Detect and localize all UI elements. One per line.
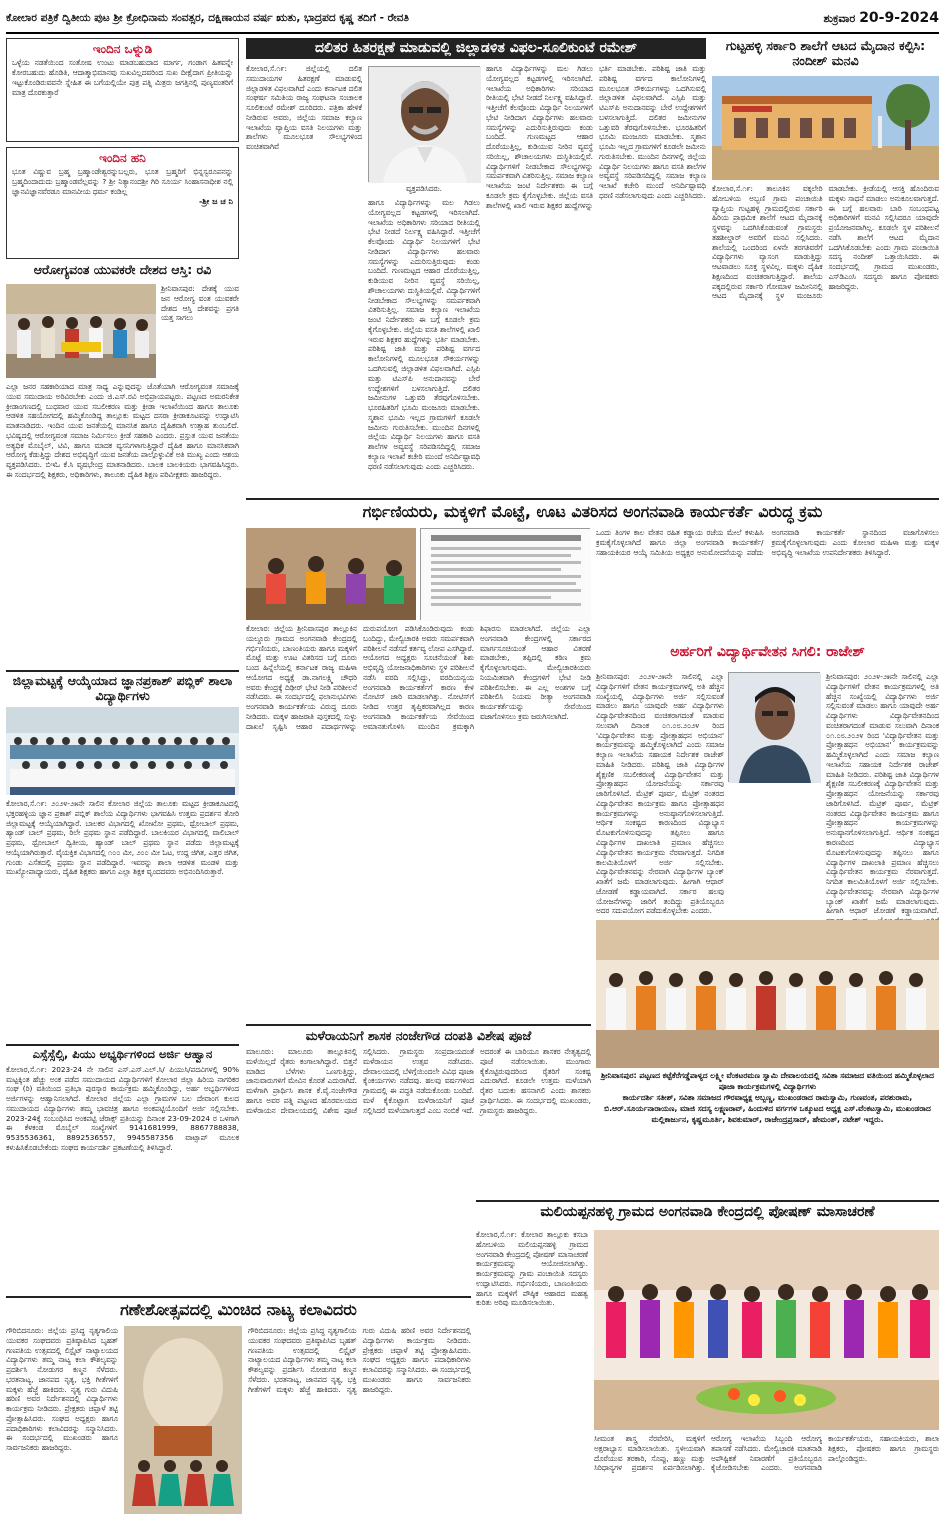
thought-box bbox=[6, 38, 239, 142]
school-photo bbox=[6, 707, 239, 795]
sslc-article bbox=[6, 1048, 239, 1296]
dance-photo bbox=[124, 1326, 242, 1514]
issue-date: 20-9-2024 bbox=[859, 9, 939, 26]
group-photo-icon bbox=[594, 1230, 939, 1430]
scholarship-body-left: ಶ್ರೀನಿವಾಸಪುರ: ೨೦೨೪-೨೫ನೇ ಸಾಲಿನಲ್ಲಿ ಎಲ್ಲಾ ವಿದ್ಯಾರ್ಥಿಗಳಿಗೆ ವೇತನ ಕಾರ್ಯಕ್ರಮಗಳಲ್ಲಿ ಅತಿ ಹೆಚ್ಚಿನ ಸಂಖ್ಯೆಯಲ್ಲಿ ವಿದ್ಯಾರ್ಥಿಗಳು ಅರ್ಜಿ ಸಲ್ಲಿಸುವಂತೆ ಮಾಡಲು ಹಾಗೂ ಯಾವುದೇ ಅರ್ಹ ವಿದ್ಯಾರ್ಥಿಗಳು ವಿದ್ಯಾರ್ಥಿವೇತನದಿಂದ ವಂಚಿತರಾಗದಂತೆ ಮಾಡುವ ಸಲುವಾಗಿ ದಿನಾಂಕ ೦೧.೦೮.೨೦೨೪ ರಿಂದ 'ವಿದ್ಯಾರ್ಥಿವೇತನ ಮತ್ತು ಪ್ರೋತ್ಸಾಹಧನ ಅಭಿಯಾನ' ಕಾರ್ಯಕ್ರಮವನ್ನು ಹಮ್ಮಿಕೊಳ್ಳಲಾಗಿದೆ ಎಂದು ಸಮಾಜ ಕಲ್ಯಾಣ ಇಲಾಖೆಯ ಸಹಾಯಕ ನಿರ್ದೇಶಕ ರಾಜೇಶ್ ಮಾಹಿತಿ ನೀಡಿದರು. ಪರಿಶಿಷ್ಟ ಜಾತಿ ವಿದ್ಯಾರ್ಥಿಗಳ ಶೈಕ್ಷಣಿಕ ಸಬಲೀಕರಣಕ್ಕೆ ವಿದ್ಯಾರ್ಥಿವೇತನ ಮತ್ತು ಪ್ರೋತ್ಸಾಹಧನ ಯೋಜನೆಯನ್ನು ಸರ್ಕಾರವು ಜಾರಿಗೊಳಿಸಿದೆ. ಮೆಟ್ರಿಕ್ ಪೂರ್ವ, ಮೆಟ್ರಿಕ್ ನಂತರದ ವಿದ್ಯಾರ್ಥಿವೇತನ ಕಾರ್ಯಕ್ರಮ ಹಾಗೂ ಪ್ರೋತ್ಸಾಹಧನ ಕಾರ್ಯಕ್ರಮಗಳನ್ನು ಅನುಷ್ಠಾನಗೊಳಿಸಲಾಗುತ್ತಿದೆ. ಆರ್ಥಿಕ ಸಂಕಷ್ಟದ ಕಾರಣದಿಂದ ವಿದ್ಯಾಭ್ಯಾಸ ಮೊಟಕುಗೊಳಿಸುವುದನ್ನು ತಪ್ಪಿಸಲು ಹಾಗೂ ವಿದ್ಯಾರ್ಥಿಗಳ ದಾಖಲಾತಿ ಪ್ರಮಾಣ ಹೆಚ್ಚಿಸಲು ವಿದ್ಯಾರ್ಥಿವೇತನ ಕಾರ್ಯಕ್ರಮ ನೆರವಾಗುತ್ತದೆ. ನಿಗದಿತ ಕಾಲಮಿತಿಯೊಳಗೆ ಅರ್ಜಿ ಸಲ್ಲಿಸಬೇಕು. ವಿದ್ಯಾರ್ಥಿವೇತನವನ್ನು ನೇರವಾಗಿ ವಿದ್ಯಾರ್ಥಿಗಳ ಬ್ಯಾಂಕ್ ಖಾತೆಗೆ ಜಮೆ ಮಾಡಲಾಗುವುದು. ಹೀಗಾಗಿ ಆಧಾರ್ ಜೋಡಣೆ ಕಡ್ಡಾಯವಾಗಿದೆ. ಸರ್ಕಾರ ಹಲವು ಯೋಜನೆಗಳನ್ನು ಜಾರಿಗೆ ತಂದಿದ್ದು ಪ್ರತಿಯೊಬ್ಬರೂ ಅದರ ಸದುಪಯೋಗ ಪಡೆದುಕೊಳ್ಳಬೇಕು ಎಂದರು. bbox=[596, 672, 724, 916]
anganwadi-body: ಕೋಲಾರ: ಜಿಲ್ಲೆಯ ಶ್ರೀನಿವಾಸಪುರ ತಾಲ್ಲೂಕಿನ ಯಲ್ದೂರು ಗ್ರಾಮದ ಅಂಗನವಾಡಿ ಕೇಂದ್ರದಲ್ಲಿ ಗರ್ಭಿಣಿಯರು, ಬಾಣಂತಿಯರು ಹಾಗೂ ಮಕ್ಕಳಿಗೆ ಮೊಟ್ಟೆ ಮತ್ತು ಊಟ ವಿತರಿಸದ ಬಗ್ಗೆ ದೂರು ಬಂದ ಹಿನ್ನೆಲೆಯಲ್ಲಿ ಕರ್ನಾಟಕ ರಾಜ್ಯ ಮಹಿಳಾ ಆಯೋಗದ ಅಧ್ಯಕ್ಷೆ ಡಾ.ನಾಗಲಕ್ಷ್ಮಿ ಚೌಧರಿ ಅವರು ಕೇಂದ್ರಕ್ಕೆ ದಿಢೀರ್ ಭೇಟಿ ನೀಡಿ ಪರಿಶೀಲನೆ ನಡೆಸಿದರು. ಈ ಸಂದರ್ಭದಲ್ಲಿ ಫಲಾನುಭವಿಗಳು ಅಂಗನವಾಡಿ ಕಾರ್ಯಕರ್ತೆಯ ವಿರುದ್ಧ ದೂರು ನೀಡಿದರು. ಮಕ್ಕಳ ಹಾಜರಾತಿ ಪುಸ್ತಕದಲ್ಲಿ ಸುಳ್ಳು ದಾಖಲೆ ಸೃಷ್ಟಿಸಿ ಆಹಾರ ಪದಾರ್ಥಗಳನ್ನು ದುರುಪಯೋಗ ಪಡಿಸಿಕೊಂಡಿರುವುದು ಕಂಡು ಬಂದಿದ್ದು, ಮೇಲ್ವಿಚಾರಕಿ ಅವರು ಸಮರ್ಪಕವಾಗಿ ಪರಿಶೀಲನೆ ನಡೆಸದೆ ಕರ್ತವ್ಯ ಲೋಪ ಎಸಗಿದ್ದಾರೆ. ಆಯೋಗದ ಅಧ್ಯಕ್ಷರು ಸೂಚನೆಯಂತೆ ಶಿಶು ಅಭಿವೃದ್ಧಿ ಯೋಜನಾಧಿಕಾರಿಗಳು ಸ್ಥಳ ಪರಿಶೀಲನೆ ನಡೆಸಿ ವರದಿ ಸಲ್ಲಿಸಿದ್ದು, ವರದಿಯನ್ವಯ ಅಂಗನವಾಡಿ ಕಾರ್ಯಕರ್ತೆಗೆ ಕಾರಣ ಕೇಳಿ ನೋಟಿಸ್ ಜಾರಿ ಮಾಡಲಾಗಿತ್ತು. ನೋಟಿಸ್‌ಗೆ ನೀಡಿದ ಉತ್ತರ ತೃಪ್ತಿಕರವಾಗಿಲ್ಲದ ಕಾರಣ ಅಂಗನವಾಡಿ ಕಾರ್ಯಕರ್ತೆಯ ಸೇವೆಯಿಂದ ಅಮಾನತುಗೊಳಿಸಿ ಮುಂದಿನ ಕ್ರಮಕ್ಕಾಗಿ ಶಿಫಾರಸು ಮಾಡಲಾಗಿದೆ. ಜಿಲ್ಲೆಯ ಎಲ್ಲಾ ಅಂಗನವಾಡಿ ಕೇಂದ್ರಗಳಲ್ಲಿ ಸರ್ಕಾರದ ಮಾರ್ಗಸೂಚಿಯಂತೆ ಆಹಾರ ವಿತರಣೆ ಮಾಡಬೇಕು, ತಪ್ಪಿದಲ್ಲಿ ಕಠಿಣ ಕ್ರಮ ಕೈಗೊಳ್ಳಲಾಗುವುದು. ಮೇಲ್ವಿಚಾರಕಿಯರು ನಿಯಮಿತವಾಗಿ ಕೇಂದ್ರಗಳಿಗೆ ಭೇಟಿ ನೀಡಿ ಪರಿಶೀಲಿಸಬೇಕು. ಈ ಎಲ್ಲ ಅಂಶಗಳ ಬಗ್ಗೆ ಪರಿಶೀಲಿಸಿ ನಿಯಮ ರೀತ್ಯಾ ಅಂಗನವಾಡಿ ಕಾರ್ಯಕರ್ತೆಯನ್ನು ಸೇವೆಯಿಂದ ವಜಾಗೊಳಿಸಲು ಕ್ರಮ ಜರುಗಿಸಲಾಗಿದೆ. bbox=[246, 624, 591, 731]
honey-box bbox=[6, 147, 239, 259]
temple-caption-2: ಕಾರ್ಯದರ್ಶಿ ಸತೀಶ್, ಸವಿತಾ ಸಮಾಜದ ಗೌರವಾಧ್ಯಕ್ಷ ಅಬ್ಬಣ್ಣ, ಮುಖಂಡರಾದ ರಾಮಸ್ವಾಮಿ, ಗುಣವಂತ, ಪರಶುರಾಮ, ಬಿ.ಆರ್.ಸೂರ್ಯನಾರಾಯಣ, ಮಾಜಿ ಸದಸ್ಯ ಲಕ್ಷ್ಮಣರಾವ್, ಹಿಂದುಳಿದ ವರ್ಗಗಳ ಒಕ್ಕೂಟದ ಅಧ್ಯಕ್ಷ ಎಸ್.ವೆಂಕಟಸ್ವಾಮಿ, ಮುಖಂಡರಾದ ಮಲ್ಲಿಕಾರ್ಜುನ, ಕೃಷ್ಣಮೂರ್ತಿ, ಶಿವಕುಮಾರ್, ರಾಜೇಂದ್ರಪ್ರಸಾದ್, ಹೇಮಂತ್, ನಟೇಶ್ ಇದ್ದರು. bbox=[604, 1093, 931, 1124]
health-article bbox=[6, 262, 239, 670]
scholarship-headline: ಅರ್ಹರಿಗೆ ವಿದ್ಯಾರ್ಥಿವೇತನ ಸಿಗಲಿ: ರಾಜೇಶ್ bbox=[670, 644, 865, 660]
divider bbox=[246, 498, 939, 500]
sslc-headline: ಎಸ್ಸೆಸ್ಸೆಲ್ಸಿ, ಪಿಯು ಅಭ್ಯರ್ಥಿಗಳಿಂದ ಅರ್ಜಿ ಆಹ್ವಾನ bbox=[32, 1047, 213, 1061]
thought-text: ಒಳ್ಳೆಯ ನಡತೆಯಿಂದ ಸಂತೋಷ ಉಂಟು ಮಾಡಬಹುದಾದ ಮಾರ್ಗ, ಗಂಡಾಗ ಹಿತವನ್ನೇ ಕೋರಬಹುದು ಹೊಡಿತಿ, ಆದಾತ್ಮಾಭಿಮಾನವು ಸುಖವಿಲ್ಲದವರಿಂದ ಸುಖ ದೀಕ್ಷೆದಾಗ ಪ್ರೀತಿಯನ್ನು ಇಟ್ಟುಕೊಂಡಿರುವವನೇ ಸ್ನೇಹಿತ ಈ ಬಗೆಯಲ್ಲಿಯೇ ಪುತ್ರ ಪತ್ನಿ ಮಿತ್ರರು ಜಗತ್ತಿನಲ್ಲಿ ಪುಣ್ಯವಂತರಿಗೆ ಮಾತ್ರ ದೊರಕುತ್ತಾರೆ bbox=[12, 58, 233, 97]
dance-body-right: ಗೌರಿಬಿದನೂರು: ಜಿಲ್ಲೆಯ ಪ್ರಸಿದ್ಧ ನೃತ್ಯಗಾಲಿಯ ಯುವಕರ ಸಂಘದವರು ಪ್ರತಿಷ್ಠಾಪಿಸಿದ ಬೃಹತ್ ಗಣಪತಿಯ ಉತ್ಸವದಲ್ಲಿ ಲಿಸ್ಟೈಟ್ ನಾಟ್ಯಾಲಯದ ವಿದ್ಯಾರ್ಥಿಗಳು ತಮ್ಮ ನಾಟ್ಯ ಕಲಾ ಕೌಶಲ್ಯವನ್ನು ಪ್ರದರ್ಶಿಸಿ ನೋಡುಗರ ಕಣ್ಮನ ಸೆಳೆದರು. ಭರತನಾಟ್ಯ, ಜಾನಪದ ನೃತ್ಯ, ಭಕ್ತಿ ಗೀತೆಗಳಿಗೆ ಮಕ್ಕಳು ಹೆಜ್ಜೆ ಹಾಕಿದರು. ನೃತ್ಯ ಗುರು ವಿದುಷಿ ಹರಿಣಿ ಅವರ ನಿರ್ದೇಶನದಲ್ಲಿ ವಿದ್ಯಾರ್ಥಿಗಳು ಕಾರ್ಯಕ್ರಮ ನೀಡಿದರು. ಪ್ರೇಕ್ಷಕರು ಚಪ್ಪಾಳೆ ತಟ್ಟಿ ಪ್ರೋತ್ಸಾಹಿಸಿದರು. ಸಂಘದ ಅಧ್ಯಕ್ಷರು ಹಾಗೂ ಪದಾಧಿಕಾರಿಗಳು ಕಲಾವಿದರನ್ನು ಸನ್ಮಾನಿಸಿದರು. ಈ ಸಂದರ್ಭದಲ್ಲಿ ಮುಖಂಡರು ಹಾಗೂ ಸಾರ್ವಜನಿಕರು ಹಾಜರಿದ್ದರು. bbox=[248, 1326, 471, 1394]
students-photo-icon bbox=[6, 707, 239, 795]
dalit-caption: ವ್ಯಕ್ತಪಡಿಸಿದರು. bbox=[406, 184, 442, 193]
meeting-photo-icon bbox=[246, 528, 416, 620]
divider bbox=[246, 1024, 591, 1026]
school-article bbox=[6, 673, 239, 1043]
dance-article bbox=[6, 1300, 471, 1514]
ground-article bbox=[712, 38, 939, 496]
dalit-article bbox=[246, 38, 706, 488]
dalit-headline: ದಲಿತರ ಹಿತರಕ್ಷಣೆ ಮಾಡುವಲ್ಲಿ ಜಿಲ್ಲಾಡಳಿತ ವಿಫಲ-ಸೂಲಿಕುಂಟೆ ರಮೇಶ್ bbox=[246, 38, 706, 59]
people-photo-icon bbox=[6, 284, 156, 378]
masthead-strip bbox=[6, 4, 939, 34]
mla-body: ಮಾಲೂರು: ಮಾಲೂರು ತಾಲ್ಲೂಕಿನಲ್ಲಿ ಮಳೆಯಿಲ್ಲದೆ ರೈತರು ಕಂಗಾಲಾಗಿದ್ದಾರೆ. ಬಿತ್ತನೆ ಮಾಡಿದ ಬೆಳೆಗಳು ಒಣಗುತ್ತಿದ್ದು, ಜಾನುವಾರುಗಳಿಗೆ ಮೇವಿನ ಕೊರತೆ ಎದುರಾಗಿದೆ. ಮಳೆಗಾಗಿ ಪ್ರಾರ್ಥಿಸಿ ಶಾಸಕ ಕೆ.ವೈ.ನಂಜೇಗೌಡ ಹಾಗೂ ಅವರ ಪತ್ನಿ ಪಟ್ಟಣದ ಹೊರವಲಯದ ಮಳೆರಾಯನ ದೇವಾಲಯದಲ್ಲಿ ವಿಶೇಷ ಪೂಜೆ ಸಲ್ಲಿಸಿದರು. ಗ್ರಾಮಸ್ಥರು ಸಂಪ್ರದಾಯದಂತೆ ಮಳೆರಾಯನ ಉತ್ಸವ ನಡೆಸಿದರು. ದೇವಾಲಯದಲ್ಲಿ ಬೆಳಿಗ್ಗೆಯಿಂದಲೇ ವಿವಿಧ ಪೂಜಾ ಕೈಂಕರ್ಯಗಳು ನಡೆದವು. ಹಲವು ವರ್ಷಗಳಿಂದ ಗ್ರಾಮದಲ್ಲಿ ಈ ಪದ್ಧತಿ ನಡೆದುಕೊಂಡು ಬಂದಿದೆ. ಮಳೆ ಕೈಕೊಟ್ಟಾಗ ಮಳೆರಾಯನಿಗೆ ಪೂಜೆ ಸಲ್ಲಿಸಿದರೆ ಮಳೆಯಾಗುತ್ತದೆ ಎಂಬ ನಂಬಿಕೆ ಇದೆ. ಅದರಂತೆ ಈ ಬಾರಿಯೂ ಶಾಸಕರ ನೇತೃತ್ವದಲ್ಲಿ ಪೂಜೆ ನಡೆಸಲಾಯಿತು. ಮುಂಗಾರು ಕೈಕೊಟ್ಟಿರುವುದರಿಂದ ರೈತರಿಗೆ ಸಂಕಷ್ಟ ಎದುರಾಗಿದೆ. ಕೂಡಲೇ ಉತ್ತಮ ಮಳೆಯಾಗಿ ರೈತರ ಬದುಕು ಹಸನಾಗಲಿ ಎಂದು ಶಾಸಕರು ಪ್ರಾರ್ಥಿಸಿದರು. ಈ ಸಂದರ್ಭದಲ್ಲಿ ಮುಖಂಡರು, ಗ್ರಾಮಸ್ಥರು ಹಾಜರಿದ್ದರು. bbox=[246, 1047, 591, 1115]
dance-headline: ಗಣೇಶೋತ್ಸವದಲ್ಲಿ ಮಿಂಚಿದ ನಾಟ್ಯ ಕಲಾವಿದರು bbox=[120, 1300, 357, 1319]
man-portrait-icon bbox=[369, 67, 481, 183]
scholarship-body-right: ಶ್ರೀನಿವಾಸಪುರ: ೨೦೨೪-೨೫ನೇ ಸಾಲಿನಲ್ಲಿ ಎಲ್ಲಾ ವಿದ್ಯಾರ್ಥಿಗಳಿಗೆ ವೇತನ ಕಾರ್ಯಕ್ರಮಗಳಲ್ಲಿ ಅತಿ ಹೆಚ್ಚಿನ ಸಂಖ್ಯೆಯಲ್ಲಿ ವಿದ್ಯಾರ್ಥಿಗಳು ಅರ್ಜಿ ಸಲ್ಲಿಸುವಂತೆ ಮಾಡಲು ಹಾಗೂ ಯಾವುದೇ ಅರ್ಹ ವಿದ್ಯಾರ್ಥಿಗಳು ವಿದ್ಯಾರ್ಥಿವೇತನದಿಂದ ವಂಚಿತರಾಗದಂತೆ ಮಾಡುವ ಸಲುವಾಗಿ ದಿನಾಂಕ ೦೧.೦೮.೨೦೨೪ ರಿಂದ 'ವಿದ್ಯಾರ್ಥಿವೇತನ ಮತ್ತು ಪ್ರೋತ್ಸಾಹಧನ ಅಭಿಯಾನ' ಕಾರ್ಯಕ್ರಮವನ್ನು ಹಮ್ಮಿಕೊಳ್ಳಲಾಗಿದೆ ಎಂದು ಸಮಾಜ ಕಲ್ಯಾಣ ಇಲಾಖೆಯ ಸಹಾಯಕ ನಿರ್ದೇಶಕ ರಾಜೇಶ್ ಮಾಹಿತಿ ನೀಡಿದರು. ಪರಿಶಿಷ್ಟ ಜಾತಿ ವಿದ್ಯಾರ್ಥಿಗಳ ಶೈಕ್ಷಣಿಕ ಸಬಲೀಕರಣಕ್ಕೆ ವಿದ್ಯಾರ್ಥಿವೇತನ ಮತ್ತು ಪ್ರೋತ್ಸಾಹಧನ ಯೋಜನೆಯನ್ನು ಸರ್ಕಾರವು ಜಾರಿಗೊಳಿಸಿದೆ. ಮೆಟ್ರಿಕ್ ಪೂರ್ವ, ಮೆಟ್ರಿಕ್ ನಂತರದ ವಿದ್ಯಾರ್ಥಿವೇತನ ಕಾರ್ಯಕ್ರಮ ಹಾಗೂ ಪ್ರೋತ್ಸಾಹಧನ ಕಾರ್ಯಕ್ರಮಗಳನ್ನು ಅನುಷ್ಠಾನಗೊಳಿಸಲಾಗುತ್ತಿದೆ. ಆರ್ಥಿಕ ಸಂಕಷ್ಟದ ಕಾರಣದಿಂದ ವಿದ್ಯಾಭ್ಯಾಸ ಮೊಟಕುಗೊಳಿಸುವುದನ್ನು ತಪ್ಪಿಸಲು ಹಾಗೂ ವಿದ್ಯಾರ್ಥಿಗಳ ದಾಖಲಾತಿ ಪ್ರಮಾಣ ಹೆಚ್ಚಿಸಲು ವಿದ್ಯಾರ್ಥಿವೇತನ ಕಾರ್ಯಕ್ರಮ ನೆರವಾಗುತ್ತದೆ. ನಿಗದಿತ ಕಾಲಮಿತಿಯೊಳಗೆ ಅರ್ಜಿ ಸಲ್ಲಿಸಬೇಕು. ವಿದ್ಯಾರ್ಥಿವೇತನವನ್ನು ನೇರವಾಗಿ ವಿದ್ಯಾರ್ಥಿಗಳ ಬ್ಯಾಂಕ್ ಖಾತೆಗೆ ಜಮೆ ಮಾಡಲಾಗುವುದು. ಹೀಗಾಗಿ ಆಧಾರ್ ಜೋಡಣೆ ಕಡ್ಡಾಯವಾಗಿದೆ. bbox=[826, 672, 939, 916]
man-portrait-icon bbox=[729, 673, 821, 783]
anganwadi-headline: ಗರ್ಭಿಣಿಯರು, ಮಕ್ಕಳಿಗೆ ಮೊಟ್ಟೆ, ಊಟ ವಿತರಿಸದ ಅಂಗನವಾಡಿ ಕಾರ್ಯಕರ್ತೆ ವಿರುದ್ಧ ಕ್ರಮ bbox=[362, 502, 823, 521]
ground-headline: ಗುಟ್ಟಹಳ್ಳಿ ಸರ್ಕಾರಿ ಶಾಲೆಗೆ ಆಟದ ಮೈದಾನ ಕಲ್ಪಿಸಿ: ನಂದೀಶ್ ಮನವಿ bbox=[725, 38, 926, 68]
poshan-photo bbox=[594, 1230, 939, 1430]
sslc-body: ಕೋಲಾರ,ಸೆ.೧೯: 2023-24 ನೇ ಸಾಲಿನ ಎಸ್.ಎಸ್.ಎಲ್.ಸಿ/ ಪಿಯುಸಿ/ಪದವಿಗಳಲ್ಲಿ 90% ಮಟ್ಟಕ್ಕಿಂತ ಹೆಚ್ಚು ಅಂಕ ಪಡೆದ ಸಮುದಾಯದ ವಿದ್ಯಾರ್ಥಿಗಳಿಗೆ ಕೋಲಾರ ಜಿಲ್ಲಾ ಹಿರಿಯ ನಾಗರಿಕರ ಸಂಘ (ರಿ) ವತಿಯಿಂದ ಪ್ರತಿಭಾ ಪುರಸ್ಕಾರ ಕಾರ್ಯಕ್ರಮ ಹಮ್ಮಿಕೊಂಡಿದ್ದು, ಅರ್ಹ ಅಭ್ಯರ್ಥಿಗಳಿಂದ ಅರ್ಜಿಗಳನ್ನು ಆಹ್ವಾನಿಸಲಾಗಿದೆ. ಕೋಲಾರ ಜಿಲ್ಲೆಯ ಎಲ್ಲಾ ಗ್ರಾಮಗಳ ಬಲ ದೇವಾಂಗ ಕುಲದ ಸಮುದಾಯದ ವಿದ್ಯಾರ್ಥಿಗಳು ತಮ್ಮ ಭಾವಚಿತ್ರ ಹಾಗೂ ಅಂಕಪಟ್ಟಿಯೊಂದಿಗೆ ಅರ್ಜಿ ಸಲ್ಲಿಸಬೇಕು. 2023-24ಕ್ಕೆ ಸಂಬಂಧಿಸಿದ ಅಂಕಪಟ್ಟಿ ಜೆರಾಕ್ಸ್ ಪ್ರತಿಯನ್ನು ದಿನಾಂಕ 23-09-2024 ರ ಒಳಗಾಗಿ ಈ ಕೆಳಕಂಡ ಮೊಬೈಲ್ ಸಂಖ್ಯೆಗಳಿಗೆ 9141681999, 8867788838, 9535536361, 8892536557, 9945587356 ವಾಟ್ಸಾಪ್ ಮೂಲಕ ಕಳುಹಿಸಿಕೊಡಬೇಕೆಂದು ಸಂಘದ ಕಾರ್ಯದರ್ಶಿ ಪ್ರಕಟಣೆಯಲ್ಲಿ ತಿಳಿಸಿದ್ದಾರೆ. bbox=[6, 1064, 239, 1152]
masthead-date bbox=[823, 9, 939, 28]
group-photo-icon bbox=[596, 920, 939, 1068]
thought-title: ಇಂದಿನ ಒಳ್ನುಡಿ bbox=[92, 42, 153, 56]
school-headline: ಜಿಲ್ಲಾಮಟ್ಟಕ್ಕೆ ಆಯ್ಕೆಯಾದ ಜ್ಞಾನಪ್ರಕಾಶ್ ಪಬ್ಲಿಕ್ ಶಾಲಾ ವಿದ್ಯಾರ್ಥಿಗಳು bbox=[12, 673, 233, 703]
scholarship-portrait bbox=[728, 672, 820, 782]
document-icon bbox=[421, 529, 591, 621]
ground-photo bbox=[712, 76, 939, 180]
scholarship-article bbox=[596, 644, 939, 916]
poshan-body-right: ಸೀಮಂತ ಶಾಸ್ತ್ರ ನೆರವೇರಿಸಿ, ಮಕ್ಕಳಿಗೆ ಅಕ್ಷರಾಭ್ಯಾಸ ಮಾಡಿಸಲಾಯಿತು. ಸ್ಥಳೀಯವಾಗಿ ದೊರೆಯುವ ತರಕಾರಿ, ಸೊಪ್ಪು, ಹಣ್ಣು ಮತ್ತು ಸಿರಿಧಾನ್ಯಗಳ ಪ್ರದರ್ಶನ ಏರ್ಪಡಿಸಲಾಗಿತ್ತು. ಆರೋಗ್ಯ ಇಲಾಖೆಯ ಸಿಬ್ಬಂದಿ ಆರೋಗ್ಯ ತಪಾಸಣೆ ನಡೆಸಿದರು. ಮೇಲ್ವಿಚಾರಕಿ ಮಾತನಾಡಿ ಅಪೌಷ್ಟಿಕತೆ ನಿವಾರಣೆಗೆ ಪ್ರತಿಯೊಬ್ಬರೂ ಕೈಜೋಡಿಸಬೇಕು ಎಂದರು. ಅಂಗನವಾಡಿ ಕಾರ್ಯಕರ್ತೆಯರು, ಸಹಾಯಕಿಯರು, ಶಾಲಾ ಶಿಕ್ಷಕರು, ಪೋಷಕರು ಹಾಗೂ ಗ್ರಾಮಸ್ಥರು ಪಾಲ್ಗೊಂಡಿದ್ದರು. bbox=[594, 1434, 939, 1473]
health-intro: ಶ್ರೀನಿವಾಸಪುರ: ದೇಶಕ್ಕೆ ಯುವ ಜನ ಆರೋಗ್ಯ ವಂತ ಯುವಕರೇ ದೇಶದ ಆಸ್ತಿ ದೇಶವನ್ನು ಪ್ರಗತಿ ಯತ್ತ ಸಾಗಲು bbox=[161, 284, 239, 323]
temple-caption bbox=[596, 1070, 939, 1198]
dalit-body-right: ಹಾಗೂ ವಿದ್ಯಾರ್ಥಿಗಳನ್ನು ಮಲ ಗಿಡಲು ಯೋಗ್ಯವಲ್ಲದ ಕಟ್ಟಡಗಳಲ್ಲಿ ಇರಿಸಲಾಗಿದೆ. ಇಲಾಖೆಯ ಅಧಿಕಾರಿಗಳು ಸರಿಯಾದ ರೀತಿಯಲ್ಲಿ ಭೇಟಿ ನೀಡದೆ ನಿರ್ಲಕ್ಷ್ಯ ವಹಿಸಿದ್ದಾರೆ. ಇತ್ತೀಚೆಗೆ ಕೆಲವೊಂದು ವಿದ್ಯಾರ್ಥಿ ನಿಲಯಗಳಿಗೆ ಭೇಟಿ ನೀಡಿದಾಗ ವಿದ್ಯಾರ್ಥಿಗಳು ಹಲವಾರು ಸಮಸ್ಯೆಗಳನ್ನು ಎದುರಿಸುತ್ತಿರುವುದು ಕಂಡು ಬಂದಿದೆ. ಗುಣಮಟ್ಟದ ಆಹಾರ ದೊರೆಯುತ್ತಿಲ್ಲ, ಕುಡಿಯುವ ನೀರಿನ ವ್ಯವಸ್ಥೆ ಸರಿಯಿಲ್ಲ, ಶೌಚಾಲಯಗಳು ದುಸ್ಥಿತಿಯಲ್ಲಿವೆ. ವಿದ್ಯಾರ್ಥಿಗಳಿಗೆ ನೀಡಬೇಕಾದ ಸೌಲಭ್ಯಗಳನ್ನು ಸಮರ್ಪಕವಾಗಿ ವಿತರಿಸುತ್ತಿಲ್ಲ. ಸಮಾಜ ಕಲ್ಯಾಣ ಇಲಾಖೆಯ ಜಂಟಿ ನಿರ್ದೇಶಕರು ಈ ಬಗ್ಗೆ ಕೂಡಲೇ ಕ್ರಮ ಕೈಗೊಳ್ಳಬೇಕು. ಜಿಲ್ಲೆಯ ವಸತಿ ಶಾಲೆಗಳಲ್ಲಿ ಖಾಲಿ ಇರುವ ಶಿಕ್ಷಕರ ಹುದ್ದೆಗಳನ್ನು ಭರ್ತಿ ಮಾಡಬೇಕು. ಪರಿಶಿಷ್ಟ ಜಾತಿ ಮತ್ತು ಪರಿಶಿಷ್ಟ ವರ್ಗದ ಕಾಲೋನಿಗಳಲ್ಲಿ ಮೂಲಭೂತ ಸೌಕರ್ಯಗಳನ್ನು ಒದಗಿಸುವಲ್ಲಿ ಜಿಲ್ಲಾಡಳಿತ ವಿಫಲವಾಗಿದೆ. ಎಸ್ಸಿಪಿ ಮತ್ತು ಟಿಎಸ್‌ಪಿ ಅನುದಾನವನ್ನು ಬೇರೆ ಉದ್ದೇಶಗಳಿಗೆ ಬಳಸಲಾಗುತ್ತಿದೆ. ದಲಿತರ ಜಮೀನುಗಳ ಒತ್ತುವರಿ ತೆರವುಗೊಳಿಸಬೇಕು. ಭೂರಹಿತರಿಗೆ ಭೂಮಿ ಮಂಜೂರು ಮಾಡಬೇಕು. ಸ್ಮಶಾನ ಭೂಮಿ ಇಲ್ಲದ ಗ್ರಾಮಗಳಿಗೆ ಕೂಡಲೇ ಜಮೀನು ಗುರುತಿಸಬೇಕು. ಮುಂದಿನ ದಿನಗಳಲ್ಲಿ ಜಿಲ್ಲೆಯ ವಿದ್ಯಾರ್ಥಿ ನಿಲಯಗಳು ಹಾಗೂ ವಸತಿ ಶಾಲೆಗಳ ಅವ್ಯವಸ್ಥೆ ಸರಿಪಡಿಸದಿದ್ದಲ್ಲಿ ಸಮಾಜ ಕಲ್ಯಾಣ ಇಲಾಖೆ ಕಚೇರಿ ಮುಂದೆ ಅನಿರ್ದಿಷ್ಟಾವಧಿ ಧರಣಿ ನಡೆಸಲಾಗುವುದು ಎಂದು ಎಚ್ಚರಿಸಿದರು. bbox=[486, 64, 706, 210]
temple-caption-1: ಶ್ರೀನಿವಾಸಪುರ: ಪಟ್ಟಣದ ಕಟ್ಟೆಕೆರೆಗಡ್ಡೆಪಾಳ್ಯದ ಲಕ್ಷ್ಮೀ ವೆಂಕಟರಮಣ ಸ್ವಾಮಿ ದೇವಾಲಯದಲ್ಲಿ ಸವಿತಾ ಸಮಾಜದ ವತಿಯಿಂದ ಹಮ್ಮಿಕೊಳ್ಳಲಾದ ಪೂಜಾ ಕಾರ್ಯಕ್ರಮಗಳಲ್ಲಿ ವಿದ್ಯಾರ್ಥಿಗಳು bbox=[600, 1071, 935, 1091]
temple-photo bbox=[596, 920, 939, 1068]
poshan-article bbox=[476, 1204, 939, 1514]
divider bbox=[6, 1044, 239, 1046]
divider bbox=[476, 1200, 939, 1202]
anganwadi-top-body: ಒಂದು ತಿಂಗಳ ಕಾಲ ವೇತನ ರಹಿತ ಕಡ್ಡಾಯ ರಜೆಯ ಮೇಲೆ ಕಳುಹಿಸಿ ಕ್ರಮಕೈಗೊಳ್ಳಲಾಗಿದೆ ಹಾಗೂ ಜಿಲ್ಲಾ ಅಂಗನವಾಡಿ ಕಾರ್ಯಕರ್ತೆ/ಸಹಾಯಕಿಯರ ಆಯ್ಕೆ ಸಮಿತಿಯ ಅಧ್ಯಕ್ಷರ ಅನುಮೋದನೆಯನ್ನು ಪಡೆದು ಅಂಗನವಾಡಿ ಕಾರ್ಯಕರ್ತೆ ಸ್ಥಾನದಿಂದ ವಜಾಗೊಳಿಸಲು ಕ್ರಮಕೈಗೊಳ್ಳಲಾಗುವುದು ಎಂದು ಕೋಲಾರ ಮಹಿಳಾ ಮತ್ತು ಮಕ್ಕಳ ಅಭಿವೃದ್ಧಿ ಇಲಾಖೆಯ ಉಪನಿರ್ದೇಶಕರು ತಿಳಿಸಿದ್ದಾರೆ. bbox=[596, 528, 939, 557]
dalit-lead: ಕೋಲಾರ,ಸೆ.೧೯: ಜಿಲ್ಲೆಯಲ್ಲಿ ದಲಿತ ಸಮುದಾಯಗಳ ಹಿತರಕ್ಷಣೆ ಮಾಡುವಲ್ಲಿ ಜಿಲ್ಲಾಡಳಿತ ವಿಫಲವಾಗಿದೆ ಎಂದು ಕರ್ನಾಟಕ ದಲಿತ ಸಂಘರ್ಷ ಸಮಿತಿಯ ರಾಜ್ಯ ಸಂಘಟನಾ ಸಂಚಾಲಕ ಸೂಲಿಕುಂಟೆ ರಮೇಶ್ ದೂರಿದರು. ಪತ್ರಿಕಾ ಹೇಳಿಕೆ ನೀಡಿರುವ ಅವರು, ಜಿಲ್ಲೆಯ ಸಮಾಜ ಕಲ್ಯಾಣ ಇಲಾಖೆಯ ವ್ಯಾಪ್ತಿಯ ವಸತಿ ನಿಲಯಗಳು ಮತ್ತು ಶಾಲೆಗಳು ಮೂಲಭೂತ ಸೌಲಭ್ಯಗಳಿಂದ ವಂಚಿತವಾಗಿವೆ bbox=[246, 64, 362, 152]
divider bbox=[6, 670, 239, 672]
health-body: ಎಲ್ಲಾ ಜನರ ಸಹಕಾರಿಯಾದ ಮಾತ್ರ ಸಾಧ್ಯ ಎನ್ನುವುದನ್ನು ಜೊತೆಯಾಗಿ ಆರೋಗ್ಯವಂತ ಸಮಾಜಕ್ಕೆ ಯುವ ಸಮುದಾಯ ಅರಿವಿರಬೇಕು ಎಂದು ಜಿ.ಎಸ್.ರವಿ ಅಭಿಪ್ರಾಯಪಟ್ಟರು. ಪಟ್ಟಣದ ಅಮರನಿಕೇತ ಕ್ರೀಡಾಂಗಣದಲ್ಲಿ ಬುಧವಾರ ಯುವ ಸಬಲೀಕರಣ ಮತ್ತು ಕ್ರೀಡಾ ಇಲಾಖೆಯಿಂದ ಹಾಗೂ ತಾಲೂಕು ಆಡಳಿತ ಸಹಯೋಗದಲ್ಲಿ ಹಮ್ಮಿಕೊಂಡಿದ್ದ ತಾಲ್ಲೂಕು ಮಟ್ಟದ ದಸರಾ ಕ್ರೀಡಾಕೂಟವನ್ನು ಉದ್ಘಾಟಿಸಿ ಮಾತನಾಡಿದರು. ಇಂದಿನ ಯುವ ಜನತೆಯಲ್ಲಿ ಮಾನಸಿಕ ಹಾಗೂ ದೈಹಿಕವಾಗಿ ಉತ್ಸಾಹ ತುಂಬಲಿದೆ. ಭವಿಷ್ಯದಲ್ಲಿ ಆರೋಗ್ಯವಂತ ಸಮಾಜ ನಿರ್ಮಿಸಲು ಕ್ರೀಡೆ ಸಹಕಾರಿ ಎಂದರು. ಪ್ರಸ್ತುತ ಯುವ ಜನತೆಯು ಅತ್ಯಧಿಕ ಮೊಬೈಲ್, ಟಿವಿ, ಹಾಗೂ ಮಾದಕ ವ್ಯಸನಿಗಳಾಗುತ್ತಿದ್ದಾರೆ ದೈಹಿಕ ಹಾಗೂ ಮಾನಸಿಕವಾಗಿ ಆರೋಗ್ಯ ಕೆಡುತ್ತಿದ್ದು ದೇಶದ ಅಭಿವೃದ್ಧಿಗೆ ಯುವ ಜನತೆಯ ಪಾಲ್ಗೊಳ್ಳುವಿಕೆ ಅತಿ ಮುಖ್ಯ ಎಂದು ಆಶಯ ವ್ಯಕ್ತಪಡಿಸಿದರು. ಬಿಇಓ ಕೆ.ಸಿ ವೃಷಭೇಂದ್ರ ಮಾತನಾಡಿದರು. ಬಾಲಕ ಬಾಲಕಿಯರು ಭಾಗವಹಿಸಿದ್ದರು. ಈ ಸಂದರ್ಭದಲ್ಲಿ ಶಿಕ್ಷಕರು, ಅಧಿಕಾರಿಗಳು, ತಾಲೂಕು ದೈಹಿಕ ಶಿಕ್ಷಣ ಪರಿವೀಕ್ಷಕರು ಹಾಜರಿದ್ದರು. bbox=[6, 382, 239, 479]
health-headline: ಆರೋಗ್ಯವಂತ ಯುವಕರೇ ದೇಶದ ಆಸ್ತಿ: ರವಿ bbox=[33, 262, 212, 277]
document-photo bbox=[420, 528, 590, 620]
ground-body: ಕೋಲಾರ,ಸೆ.೧೯: ತಾಲೂಕಿನ ವಕ್ಕಲೇರಿ ಹೋಬಳಿಯ ಅಬ್ಬಣಿ ಗ್ರಾಮ ಪಂಚಾಯಿತಿ ವ್ಯಾಪ್ತಿಯ ಗುಟ್ಟಹಳ್ಳಿ ಗ್ರಾಮದಲ್ಲಿರುವ ಸರ್ಕಾರಿ ಹಿರಿಯ ಪ್ರಾಥಮಿಕ ಶಾಲೆಗೆ ಆಟದ ಮೈದಾನಕ್ಕೆ ಸ್ಥಳವನ್ನು ಒದಗಿಸಿಕೊಡುವಂತೆ ಗ್ರಾಮಸ್ಥರು ತಹಶೀಲ್ದಾರ್ ಅವರಿಗೆ ಮನವಿ ಸಲ್ಲಿಸಿದರು. ಶಾಲೆಯಲ್ಲಿ ಒಂದರಿಂದ ಏಳನೇ ತರಗತಿವರೆಗೆ ವಿದ್ಯಾರ್ಥಿಗಳು ವ್ಯಾಸಂಗ ಮಾಡುತ್ತಿದ್ದು ಆಟವಾಡಲು ಸೂಕ್ತ ಸ್ಥಳವಿಲ್ಲ. ಮಕ್ಕಳು ದೈಹಿಕ ಶಿಕ್ಷಣದಿಂದ ವಂಚಿತರಾಗುತ್ತಿದ್ದಾರೆ. ಶಾಲೆಯ ಪಕ್ಕದಲ್ಲಿರುವ ಸರ್ಕಾರಿ ಗೋಮಾಳ ಜಮೀನಿನಲ್ಲಿ ಆಟದ ಮೈದಾನಕ್ಕೆ ಸ್ಥಳ ಮಂಜೂರು ಮಾಡಬೇಕು. ಕ್ರೀಡೆಯಲ್ಲಿ ಆಸಕ್ತಿ ಹೊಂದಿರುವ ಮಕ್ಕಳು ಸಾಧನೆ ಮಾಡಲು ಅನುಕೂಲವಾಗುತ್ತದೆ. ಈ ಬಗ್ಗೆ ಹಲವಾರು ಬಾರಿ ಸಂಬಂಧಪಟ್ಟ ಅಧಿಕಾರಿಗಳಿಗೆ ಮನವಿ ಸಲ್ಲಿಸಿದರೂ ಯಾವುದೇ ಪ್ರಯೋಜನವಾಗಿಲ್ಲ. ಕೂಡಲೇ ಸ್ಥಳ ಪರಿಶೀಲನೆ ನಡೆಸಿ ಶಾಲೆಗೆ ಆಟದ ಮೈದಾನ ಒದಗಿಸಿಕೊಡಬೇಕು ಎಂದು ಗ್ರಾಮ ಪಂಚಾಯಿತಿ ಸದಸ್ಯ ನಂದೀಶ್ ಒತ್ತಾಯಿಸಿದರು. ಈ ಸಂದರ್ಭದಲ್ಲಿ ಗ್ರಾಮದ ಮುಖಂಡರು, ಎಸ್‌ಡಿಎಂಸಿ ಸದಸ್ಯರು ಹಾಗೂ ಪೋಷಕರು ಹಾಜರಿದ್ದರು. bbox=[712, 184, 939, 301]
honey-text: ಭೂತ ವಿಷ್ಣುವ ಬ್ರಹ್ಮ ಬ್ರಹ್ಮಾಂಡೇಶ್ವರನ್ನುಬಲ್ಲರು, ಭೂತ ಬ್ರಹ್ಮರಿಗೆ ಭಿನ್ನಸ್ವರೂಪನನ್ನು ಬ್ರಹ್ಮದಿಂದಾದುದು ಬ್ರಹ್ಮಾಂಡವೆಲ್ಲವನ್ನು ? ಶ್ರೀ ನಿತ್ಯಾನಂದಶ್ರೀ ಗಿರಿ ಸೂರ್ಯ ಸಿಂಹಾಸನಾಧೀಶ ನಲ್ಲಿ ಜ್ಞಾನವಿಜ್ಞಾನವೆರಡೂ ಮಾನವೀಯ ಧರ್ಮ ಕಂಡಿಲ್ಲ bbox=[12, 167, 233, 196]
school-body: ಕೋಲಾರ,ಸೆ.೧೯: ೨೦೨೪-೨೫ನೇ ಸಾಲಿನ ಕೋಲಾರ ಜಿಲ್ಲೆಯ ತಾಲೂಕು ಮಟ್ಟದ ಕ್ರೀಡಾಕೂಟದಲ್ಲಿ ಭಕ್ತರಹಳ್ಳಿಯ ಜ್ಞಾನ ಪ್ರಕಾಶ್ ಪಬ್ಲಿಕ್ ಶಾಲೆಯ ವಿದ್ಯಾರ್ಥಿಗಳು ಭಾಗವಹಿಸಿ ಉತ್ತಮ ಪ್ರದರ್ಶನ ತೋರಿ ಜಿಲ್ಲಾಮಟ್ಟಕ್ಕೆ ಆಯ್ಕೆಯಾಗಿದ್ದಾರೆ. ಬಾಲಕರ ವಿಭಾಗದಲ್ಲಿ ಖೋಖೋ ಪ್ರಥಮ, ಥ್ರೋಬಾಲ್ ಪ್ರಥಮ, ಹ್ಯಾಂಡ್ ಬಾಲ್ ಪ್ರಥಮ, ರಿಲೇ ಪ್ರಥಮ ಸ್ಥಾನ ಪಡೆದಿದ್ದಾರೆ. ಬಾಲಕಿಯರ ವಿಭಾಗದಲ್ಲಿ ವಾಲಿಬಾಲ್ ಪ್ರಥಮ, ಥ್ರೋಬಾಲ್ ದ್ವಿತೀಯ, ಹ್ಯಾಂಡ್ ಬಾಲ್ ಪ್ರಥಮ ಸ್ಥಾನ ಪಡೆದು ಜಿಲ್ಲಾಮಟ್ಟಕ್ಕೆ ಆಯ್ಕೆಯಾಗಿರುತ್ತಾರೆ. ವೈಯಕ್ತಿಕ ವಿಭಾಗದಲ್ಲಿ ೧೦೦ ಮೀ, ೨೦೦ ಮೀ ಓಟ, ಉದ್ದ ಜಿಗಿತ, ಎತ್ತರ ಜಿಗಿತ, ಗುಂಡು ಎಸೆತದಲ್ಲಿ ಪ್ರಥಮ ಸ್ಥಾನ ಪಡೆದಿದ್ದಾರೆ. ಇವರನ್ನು ಶಾಲಾ ಆಡಳಿತ ಮಂಡಳಿ ಮತ್ತು ಮುಖ್ಯೋಪಾಧ್ಯಾಯರು, ದೈಹಿಕ ಶಿಕ್ಷಕರು ಹಾಗೂ ಎಲ್ಲಾ ಶಿಕ್ಷಕ ವೃಂದದವರು ಅಭಿನಂದಿಸಿರುತ್ತಾರೆ. bbox=[6, 799, 239, 877]
school-building-icon bbox=[712, 76, 939, 180]
poshan-body-left: ಕೋಲಾರ,ಸೆ.೧೯: ಕೋಲಾರ ತಾಲ್ಲೂಕು ಕಸಬಾ ಹೋಬಳಿಯ ಮಲಿಯಪ್ಪನಹಳ್ಳಿ ಗ್ರಾಮದ ಅಂಗನವಾಡಿ ಕೇಂದ್ರದಲ್ಲಿ ಪೋಷಣ್ ಮಾಸಾಚರಣೆ ಕಾರ್ಯಕ್ರಮವನ್ನು ಆಯೋಜಿಸಲಾಗಿತ್ತು. ಕಾರ್ಯಕ್ರಮವನ್ನು ಗ್ರಾಮ ಪಂಚಾಯಿತಿ ಸದಸ್ಯರು ಉದ್ಘಾಟಿಸಿದರು. ಗರ್ಭಿಣಿಯರು, ಬಾಣಂತಿಯರು ಹಾಗೂ ಮಕ್ಕಳಿಗೆ ಪೌಷ್ಠಿಕ ಆಹಾರದ ಮಹತ್ವ ಕುರಿತು ಅರಿವು ಮೂಡಿಸಲಾಯಿತು. bbox=[476, 1230, 588, 1308]
dalit-body-left: ಹಾಗೂ ವಿದ್ಯಾರ್ಥಿಗಳನ್ನು ಮಲ ಗಿಡಲು ಯೋಗ್ಯವಲ್ಲದ ಕಟ್ಟಡಗಳಲ್ಲಿ ಇರಿಸಲಾಗಿದೆ. ಇಲಾಖೆಯ ಅಧಿಕಾರಿಗಳು ಸರಿಯಾದ ರೀತಿಯಲ್ಲಿ ಭೇಟಿ ನೀಡದೆ ನಿರ್ಲಕ್ಷ್ಯ ವಹಿಸಿದ್ದಾರೆ. ಇತ್ತೀಚೆಗೆ ಕೆಲವೊಂದು ವಿದ್ಯಾರ್ಥಿ ನಿಲಯಗಳಿಗೆ ಭೇಟಿ ನೀಡಿದಾಗ ವಿದ್ಯಾರ್ಥಿಗಳು ಹಲವಾರು ಸಮಸ್ಯೆಗಳನ್ನು ಎದುರಿಸುತ್ತಿರುವುದು ಕಂಡು ಬಂದಿದೆ. ಗುಣಮಟ್ಟದ ಆಹಾರ ದೊರೆಯುತ್ತಿಲ್ಲ, ಕುಡಿಯುವ ನೀರಿನ ವ್ಯವಸ್ಥೆ ಸರಿಯಿಲ್ಲ, ಶೌಚಾಲಯಗಳು ದುಸ್ಥಿತಿಯಲ್ಲಿವೆ. ವಿದ್ಯಾರ್ಥಿಗಳಿಗೆ ನೀಡಬೇಕಾದ ಸೌಲಭ್ಯಗಳನ್ನು ಸಮರ್ಪಕವಾಗಿ ವಿತರಿಸುತ್ತಿಲ್ಲ. ಸಮಾಜ ಕಲ್ಯಾಣ ಇಲಾಖೆಯ ಜಂಟಿ ನಿರ್ದೇಶಕರು ಈ ಬಗ್ಗೆ ಕೂಡಲೇ ಕ್ರಮ ಕೈಗೊಳ್ಳಬೇಕು. ಜಿಲ್ಲೆಯ ವಸತಿ ಶಾಲೆಗಳಲ್ಲಿ ಖಾಲಿ ಇರುವ ಶಿಕ್ಷಕರ ಹುದ್ದೆಗಳನ್ನು ಭರ್ತಿ ಮಾಡಬೇಕು. ಪರಿಶಿಷ್ಟ ಜಾತಿ ಮತ್ತು ಪರಿಶಿಷ್ಟ ವರ್ಗದ ಕಾಲೋನಿಗಳಲ್ಲಿ ಮೂಲಭೂತ ಸೌಕರ್ಯಗಳನ್ನು ಒದಗಿಸುವಲ್ಲಿ ಜಿಲ್ಲಾಡಳಿತ ವಿಫಲವಾಗಿದೆ. ಎಸ್ಸಿಪಿ ಮತ್ತು ಟಿಎಸ್‌ಪಿ ಅನುದಾನವನ್ನು ಬೇರೆ ಉದ್ದೇಶಗಳಿಗೆ ಬಳಸಲಾಗುತ್ತಿದೆ. ದಲಿತರ ಜಮೀನುಗಳ ಒತ್ತುವರಿ ತೆರವುಗೊಳಿಸಬೇಕು. ಭೂರಹಿತರಿಗೆ ಭೂಮಿ ಮಂಜೂರು ಮಾಡಬೇಕು. ಸ್ಮಶಾನ ಭೂಮಿ ಇಲ್ಲದ ಗ್ರಾಮಗಳಿಗೆ ಕೂಡಲೇ ಜಮೀನು ಗುರುತಿಸಬೇಕು. ಮುಂದಿನ ದಿನಗಳಲ್ಲಿ ಜಿಲ್ಲೆಯ ವಿದ್ಯಾರ್ಥಿ ನಿಲಯಗಳು ಹಾಗೂ ವಸತಿ ಶಾಲೆಗಳ ಅವ್ಯವಸ್ಥೆ ಸರಿಪಡಿಸದಿದ್ದಲ್ಲಿ ಸಮಾಜ ಕಲ್ಯಾಣ ಇಲಾಖೆ ಕಚೇರಿ ಮುಂದೆ ಅನಿರ್ದಿಷ್ಟಾವಧಿ ಧರಣಿ ನಡೆಸಲಾಗುವುದು ಎಂದು ಎಚ್ಚರಿಸಿದರು. bbox=[368, 198, 480, 471]
masthead-day: ಶುಕ್ರವಾರ bbox=[823, 11, 856, 25]
anganwadi-photo bbox=[246, 528, 416, 620]
poshan-headline: ಮಲಿಯಪ್ಪನಹಳ್ಳಿ ಗ್ರಾಮದ ಅಂಗನವಾಡಿ ಕೇಂದ್ರದಲ್ಲಿ ಪೋಷಣ್ ಮಾಸಾಚರಣೆ bbox=[540, 1204, 875, 1220]
honey-title: ಇಂದಿನ ಹನಿ bbox=[99, 151, 146, 165]
dancers-photo-icon bbox=[124, 1326, 242, 1514]
honey-sign: -ಶ್ರೀ ಜ ಚ ನಿ bbox=[198, 196, 233, 206]
mla-headline: ಮಳೆರಾಯನಿಗೆ ಶಾಸಕ ನಂಜೇಗೌಡ ದಂಪತಿ ವಿಶೇಷ ಪೂಜೆ bbox=[305, 1028, 532, 1043]
dalit-portrait bbox=[368, 66, 480, 182]
dance-body-left: ಗೌರಿಬಿದನೂರು: ಜಿಲ್ಲೆಯ ಪ್ರಸಿದ್ಧ ನೃತ್ಯಗಾಲಿಯ ಯುವಕರ ಸಂಘದವರು ಪ್ರತಿಷ್ಠಾಪಿಸಿದ ಬೃಹತ್ ಗಣಪತಿಯ ಉತ್ಸವದಲ್ಲಿ ಲಿಸ್ಟೈಟ್ ನಾಟ್ಯಾಲಯದ ವಿದ್ಯಾರ್ಥಿಗಳು ತಮ್ಮ ನಾಟ್ಯ ಕಲಾ ಕೌಶಲ್ಯವನ್ನು ಪ್ರದರ್ಶಿಸಿ ನೋಡುಗರ ಕಣ್ಮನ ಸೆಳೆದರು. ಭರತನಾಟ್ಯ, ಜಾನಪದ ನೃತ್ಯ, ಭಕ್ತಿ ಗೀತೆಗಳಿಗೆ ಮಕ್ಕಳು ಹೆಜ್ಜೆ ಹಾಕಿದರು. ನೃತ್ಯ ಗುರು ವಿದುಷಿ ಹರಿಣಿ ಅವರ ನಿರ್ದೇಶನದಲ್ಲಿ ವಿದ್ಯಾರ್ಥಿಗಳು ಕಾರ್ಯಕ್ರಮ ನೀಡಿದರು. ಪ್ರೇಕ್ಷಕರು ಚಪ್ಪಾಳೆ ತಟ್ಟಿ ಪ್ರೋತ್ಸಾಹಿಸಿದರು. ಸಂಘದ ಅಧ್ಯಕ್ಷರು ಹಾಗೂ ಪದಾಧಿಕಾರಿಗಳು ಕಲಾವಿದರನ್ನು ಸನ್ಮಾನಿಸಿದರು. ಈ ಸಂದರ್ಭದಲ್ಲಿ ಮುಖಂಡರು ಹಾಗೂ ಸಾರ್ವಜನಿಕರು ಹಾಜರಿದ್ದರು. bbox=[6, 1326, 118, 1453]
divider bbox=[6, 1296, 471, 1298]
masthead-left: ಕೋಲಾರ ಪತ್ರಿಕೆ ದ್ವಿತೀಯ ಪುಟ ಶ್ರೀ ಕ್ರೋಧಿನಾಮ ಸಂವತ್ಸರ, ದಕ್ಷಿಣಾಯನ ವರ್ಷ ಋತು, ಭಾದ್ರಪದ ಕೃಷ್ಣ ತದಿಗೆ - ರೇವತಿ bbox=[6, 11, 409, 24]
health-photo bbox=[6, 284, 156, 378]
